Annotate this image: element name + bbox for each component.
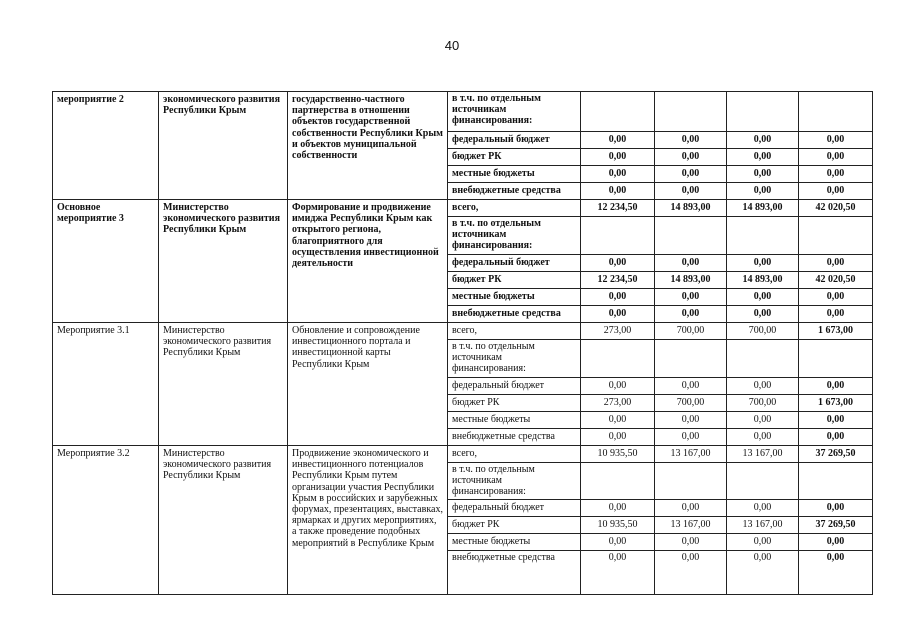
value-cell: 1 673,00 xyxy=(799,323,873,340)
source-label: в т.ч. по отдельным источникам финансирования: xyxy=(448,92,581,132)
value-cell: 0,00 xyxy=(727,166,799,183)
value-cell xyxy=(581,92,655,132)
source-label: внебюджетные средства xyxy=(448,306,581,323)
value-cell: 42 020,50 xyxy=(799,200,873,217)
value-cell: 14 893,00 xyxy=(727,272,799,289)
value-cell: 0,00 xyxy=(581,289,655,306)
value-cell: 273,00 xyxy=(581,323,655,340)
value-cell: 0,00 xyxy=(799,533,873,550)
value-cell: 0,00 xyxy=(727,306,799,323)
executor-cell: экономического развития Республики Крым xyxy=(159,92,288,200)
source-label: местные бюджеты xyxy=(448,166,581,183)
value-cell: 0,00 xyxy=(727,429,799,446)
value-cell: 10 935,50 xyxy=(581,516,655,533)
value-cell xyxy=(655,463,727,500)
value-cell: 0,00 xyxy=(581,132,655,149)
value-cell: 0,00 xyxy=(655,378,727,395)
value-cell: 0,00 xyxy=(727,378,799,395)
source-label: федеральный бюджет xyxy=(448,255,581,272)
value-cell: 0,00 xyxy=(581,378,655,395)
event-cell: мероприятие 2 xyxy=(53,92,159,200)
event-cell: Основное мероприятие 3 xyxy=(53,200,159,323)
value-cell: 13 167,00 xyxy=(727,446,799,463)
value-cell: 0,00 xyxy=(581,183,655,200)
value-cell: 0,00 xyxy=(655,550,727,594)
value-cell: 0,00 xyxy=(581,429,655,446)
source-label: федеральный бюджет xyxy=(448,132,581,149)
description-cell: Формирование и продвижение имиджа Республики Крым как открытого региона, благоприятного для осуществления инвестиционной деятельности xyxy=(288,200,448,323)
value-cell: 0,00 xyxy=(655,412,727,429)
source-label: внебюджетные средства xyxy=(448,183,581,200)
source-label: федеральный бюджет xyxy=(448,499,581,516)
value-cell: 0,00 xyxy=(727,550,799,594)
value-cell: 1 673,00 xyxy=(799,395,873,412)
value-cell: 0,00 xyxy=(655,183,727,200)
value-cell: 10 935,50 xyxy=(581,446,655,463)
value-cell: 700,00 xyxy=(655,395,727,412)
source-label: бюджет РК xyxy=(448,516,581,533)
value-cell: 0,00 xyxy=(799,306,873,323)
value-cell xyxy=(799,217,873,255)
value-cell: 0,00 xyxy=(581,499,655,516)
financing-table xyxy=(52,91,873,595)
source-label: в т.ч. по отдельным источникам финансирования: xyxy=(448,217,581,255)
value-cell: 0,00 xyxy=(799,289,873,306)
executor-cell: Министерство экономического развития Республики Крым xyxy=(159,200,288,323)
value-cell: 0,00 xyxy=(727,255,799,272)
value-cell: 42 020,50 xyxy=(799,272,873,289)
value-cell: 0,00 xyxy=(727,183,799,200)
table-row xyxy=(53,323,873,340)
value-cell: 0,00 xyxy=(727,533,799,550)
event-block-3-2 xyxy=(53,446,873,595)
event-block-main-3 xyxy=(53,200,873,323)
value-cell: 0,00 xyxy=(655,533,727,550)
value-cell: 0,00 xyxy=(655,255,727,272)
source-label: федеральный бюджет xyxy=(448,378,581,395)
value-cell: 0,00 xyxy=(727,132,799,149)
event-cell: Мероприятие 3.1 xyxy=(53,323,159,446)
value-cell: 0,00 xyxy=(727,499,799,516)
event-block-2 xyxy=(53,92,873,200)
value-cell: 0,00 xyxy=(799,499,873,516)
source-label: в т.ч. по отдельным источникам финансирования: xyxy=(448,340,581,378)
value-cell: 0,00 xyxy=(799,550,873,594)
value-cell: 0,00 xyxy=(655,499,727,516)
value-cell xyxy=(727,340,799,378)
value-cell xyxy=(727,463,799,500)
value-cell: 0,00 xyxy=(655,166,727,183)
value-cell: 273,00 xyxy=(581,395,655,412)
value-cell: 0,00 xyxy=(655,289,727,306)
source-label: всего, xyxy=(448,323,581,340)
source-label: внебюджетные средства xyxy=(448,550,581,594)
value-cell: 0,00 xyxy=(581,550,655,594)
value-cell xyxy=(799,92,873,132)
value-cell xyxy=(655,92,727,132)
value-cell xyxy=(655,340,727,378)
value-cell: 0,00 xyxy=(581,166,655,183)
source-label: внебюджетные средства xyxy=(448,429,581,446)
description-cell: Продвижение экономического и инвестиционного потенциалов Республики Крым путем организации участия Республики Крым в российских и зарубежных форумах, презентациях, выставках, ярмарках и других мероприятиях, а также проведение подобных мероприятий в Республике Крым xyxy=(288,446,448,595)
value-cell xyxy=(581,463,655,500)
value-cell: 0,00 xyxy=(799,412,873,429)
value-cell: 0,00 xyxy=(727,289,799,306)
value-cell xyxy=(727,92,799,132)
source-label: бюджет РК xyxy=(448,272,581,289)
source-label: местные бюджеты xyxy=(448,412,581,429)
value-cell: 0,00 xyxy=(727,412,799,429)
value-cell xyxy=(655,217,727,255)
description-cell: Обновление и сопровождение инвестиционного портала и инвестиционной карты Республики Крым xyxy=(288,323,448,446)
value-cell: 0,00 xyxy=(655,132,727,149)
value-cell: 13 167,00 xyxy=(727,516,799,533)
value-cell xyxy=(727,217,799,255)
value-cell: 0,00 xyxy=(799,255,873,272)
value-cell xyxy=(799,463,873,500)
source-label: всего, xyxy=(448,446,581,463)
value-cell: 14 893,00 xyxy=(727,200,799,217)
value-cell xyxy=(799,340,873,378)
table-row xyxy=(53,200,873,217)
source-label: местные бюджеты xyxy=(448,533,581,550)
value-cell xyxy=(581,340,655,378)
table-row xyxy=(53,446,873,463)
executor-cell: Министерство экономического развития Республики Крым xyxy=(159,323,288,446)
page-number: 40 xyxy=(444,38,460,53)
value-cell: 13 167,00 xyxy=(655,446,727,463)
value-cell: 12 234,50 xyxy=(581,272,655,289)
value-cell: 0,00 xyxy=(581,306,655,323)
event-cell: Мероприятие 3.2 xyxy=(53,446,159,595)
description-cell: государственно-частного партнерства в отношении объектов государственной собственности Республики Крым и объектов муниципальной собственности xyxy=(288,92,448,200)
value-cell: 700,00 xyxy=(655,323,727,340)
value-cell: 13 167,00 xyxy=(655,516,727,533)
value-cell: 37 269,50 xyxy=(799,516,873,533)
value-cell: 0,00 xyxy=(799,183,873,200)
source-label: бюджет РК xyxy=(448,149,581,166)
value-cell: 37 269,50 xyxy=(799,446,873,463)
value-cell: 0,00 xyxy=(581,149,655,166)
value-cell: 0,00 xyxy=(799,429,873,446)
executor-cell: Министерство экономического развития Республики Крым xyxy=(159,446,288,595)
value-cell xyxy=(581,217,655,255)
event-block-3-1 xyxy=(53,323,873,446)
value-cell: 0,00 xyxy=(581,255,655,272)
value-cell: 0,00 xyxy=(655,306,727,323)
value-cell: 700,00 xyxy=(727,323,799,340)
source-label: всего, xyxy=(448,200,581,217)
value-cell: 0,00 xyxy=(727,149,799,166)
source-label: местные бюджеты xyxy=(448,289,581,306)
value-cell: 0,00 xyxy=(799,132,873,149)
table-row xyxy=(53,92,873,132)
value-cell: 14 893,00 xyxy=(655,272,727,289)
value-cell: 12 234,50 xyxy=(581,200,655,217)
value-cell: 14 893,00 xyxy=(655,200,727,217)
value-cell: 0,00 xyxy=(799,166,873,183)
value-cell: 0,00 xyxy=(581,533,655,550)
value-cell: 0,00 xyxy=(799,149,873,166)
value-cell: 0,00 xyxy=(581,412,655,429)
source-label: бюджет РК xyxy=(448,395,581,412)
value-cell: 0,00 xyxy=(655,429,727,446)
source-label: в т.ч. по отдельным источникам финансирования: xyxy=(448,463,581,500)
value-cell: 0,00 xyxy=(655,149,727,166)
value-cell: 0,00 xyxy=(799,378,873,395)
value-cell: 700,00 xyxy=(727,395,799,412)
